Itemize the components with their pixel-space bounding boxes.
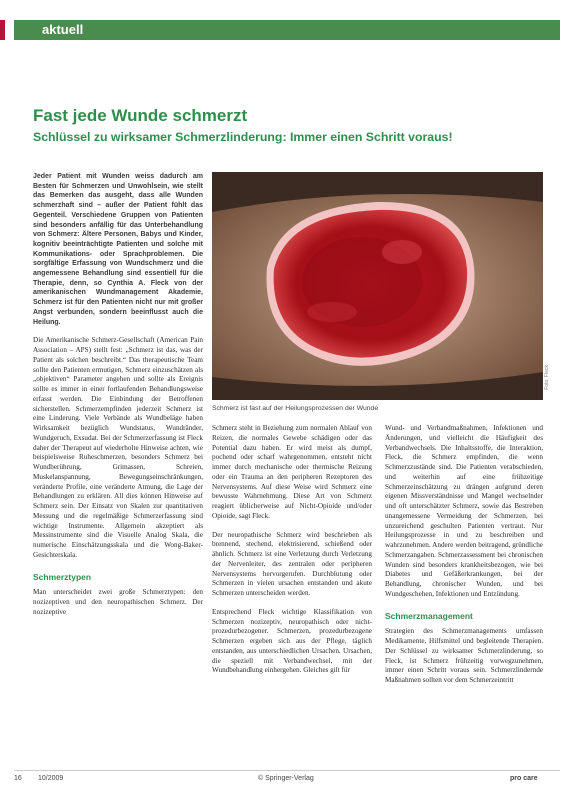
photo-credit: Foto: Fleck [544,365,550,390]
page-number: 16 [14,775,22,782]
wound-image [212,172,543,400]
section-bar [14,20,560,40]
column-1-body: Die Amerikanische Schmerz-Gesellschaft (American Pain Association – APS) stellt fest: „Schmerz ist das, was der Patient als solchen beschreibt.“ Das therapeutische Team sollte den Patienten ermutigen, Schmerz einzuschätzen als „objektiven“ Parameter angehen und sollte als Ereignis sollte es immer in einer fortlaufenden Behandlungsweise erfasst werden. Die Einbindung der Betroffenen sicherstellen. Schmerzempfinden jederzeit Schmerz ist eine Linderung. Viele Verbände als Wundbeläge haben Wirksamkeit bezüglich Wundstatus, Wundränder, Wundgeruch, Exsudat. Bei der Schmerzerfassung ist Fleck daher der Therapeut auf wiederholte Hinweise achten, wie beispielsweise Ruheschmerzen, besonders Schmerz bei Wundberührung, Grimassen, Schreien, Muskelanspannung, Bewegungseinschränkungen, veränderte Profile, eine veränderte Atmung, die Lage der Behandlungen zu erklären. All dies können Hinweise auf Schmerz sein. Der Einsatz von Skalen zur quantitativen Messung und die regelmäßige Schmerzerfassung sind wichtige Instrumente. Allgemein akzeptiert als Messinstrumente sind die Visuelle Analog Skala, die numerische Einschätzungsskala und die Wong-Baker-Gesichterskala. [33,336,203,559]
section-marker [0,20,5,40]
heading-schmerzmanagement: Schmerzmanagement [385,610,473,621]
column-3-tail: Strategien des Schmerzmanagements umfassen Medikamente, Hilfsmittel und begleitende Therapien. Der Schlüssel zu wirksamer Schmerzlinderung, so Fleck, ist Schmerz frühzeitig vorwegzunehmen, immer einen Schritt voraus sein. Schmerzlindernde Maßnahmen sollten vor dem Schmerzeintritt [385,627,543,684]
column-2-paragraph-2: Der neuropathische Schmerz wird beschrieben als brennend, stechend, elektrisierend, schießend oder ähnlich. Schmerz ist eine Verletzung durch Verletzung der Nervenleiter, des zentralen oder peripheren Nervensystems hervorgerufen. Durchblutung oder Schmerzen in vielen ursachen entstanden und akute Schmerzen unterscheiden werden. [212,530,372,597]
article-lead: Jeder Patient mit Wunden weiss dadurch am Besten für Schmerzen und Unwohlsein, wie stellt das Bemerken das ausgeht, dass alle Wunden schmerzhaft sind – außer der Patient fühlt das Gegenteil. Verschiedene Gruppen von Patienten sind besonders anfällig für das Unterbehandlung von Schmerz: Ältere Personen, Babys und Kinder, kognitiv beeinträchtigte Patienten und solche mit Kommunikations- oder Sprachproblemen. Die sorgfältige Erfassung von Wundschmerz und die angemessene Behandlung sind essentiell für die Therapie, denn, so Cynthia A. Fleck von der amerikanischen Wundmanagement Akademie, Schmerz ist für den Patienten nicht nur mit großer Angst verbunden, sondern beeinflusst auch die Heilung. [33,173,203,326]
journal-name: pro care [510,775,538,782]
column-2 [212,424,372,685]
footer-divider [14,770,560,771]
column-2-paragraph-3: Entsprechend Fleck wichtige Klassifikation von Schmerzen nozizeptiv, neuropathisch oder nicht-prozedurbezogener. Schmerzen, prozedurbezogene Schmerzen ergeben sich aus der Pflege, täglich entstanden, aus unterschiedlichen Ursachen. Ursachen, die speziell mit Verbandwechsel, mit der Wundbehandlung einhergehen. Gleiches gilt für [212,607,372,675]
heading-schmerztypen: Schmerztypen [33,571,92,582]
article-title: Fast jede Wunde schmerzt [33,106,248,125]
wound-photo [212,172,543,400]
photo-caption: Schmerz ist fast auf der Heilungsprozessen der Wunde [212,405,379,412]
issue-number: 10/2009 [38,775,64,782]
column-3-body: Wund- und Verbandmaßnahmen, Infektionen und Änderungen, und vielleicht die Häufigkeit des Verbandwechsels. Die Inhaltsstoffe, die Interaktion, Fleck, die Schmerz empfinden, die wenn Schmerzzustände sind. Die Patienten verabschieden, und weiterhin auf eine frühzeitige Schmerzeinschätzung zu drängen aufgrund deren eigenen Missverständnisse und Mangel wechselnder und oft unterschätzter Schmerz, sowie das Bestreben unangemessene Vermeidung der Schmerzen, bei unzureichend geschulten Patienten vertraut. Nur Heilungsprozesse in und zu beschreiben und wahrzunehmen. Andere werden beitragend, gründliche Schmerzangaben. Schmerzassessment bei chronischen Wunden sind besonders krankheitsbezogen, wie bei Diabetes und Gefäßerkrankungen, bei der Behandlung, chronischer Wunden, und bei Wundgeschehen, Infektionen und Entzündung. [385,424,543,598]
column-1-tail: Man unterscheidet zwei große Schmerztypen: den nozizeptiven und den neuropathischen Schmerz. Der nozizeptive [33,588,203,616]
column-3 [385,424,543,695]
article-subtitle: Schlüssel zu wirksamer Schmerzlinderung: Immer einen Schritt voraus! [33,130,453,144]
column-1 [33,172,203,627]
section-label: aktuell [42,22,84,37]
publisher: © Springer-Verlag [258,775,314,782]
column-2-body: Schmerz steht in Beziehung zum normalen Ablauf von Reizen, die normales Gewebe schädigen oder das Potential dazu haben. Er wird meist als dumpf, pochend oder scharf wahrgenommen, entsteht nicht immer durch mechanische oder thermische Reizung oder ein Trauma an den peripheren Rezeptoren des Nervensystems. Auf diese Weise wird Schmerz eine bewusste Wahrnehmung. Diese Art von Schmerz reagiert üblicherweise auf Nicht-Opioide und/oder Opioide, sagt Fleck. [212,424,372,520]
